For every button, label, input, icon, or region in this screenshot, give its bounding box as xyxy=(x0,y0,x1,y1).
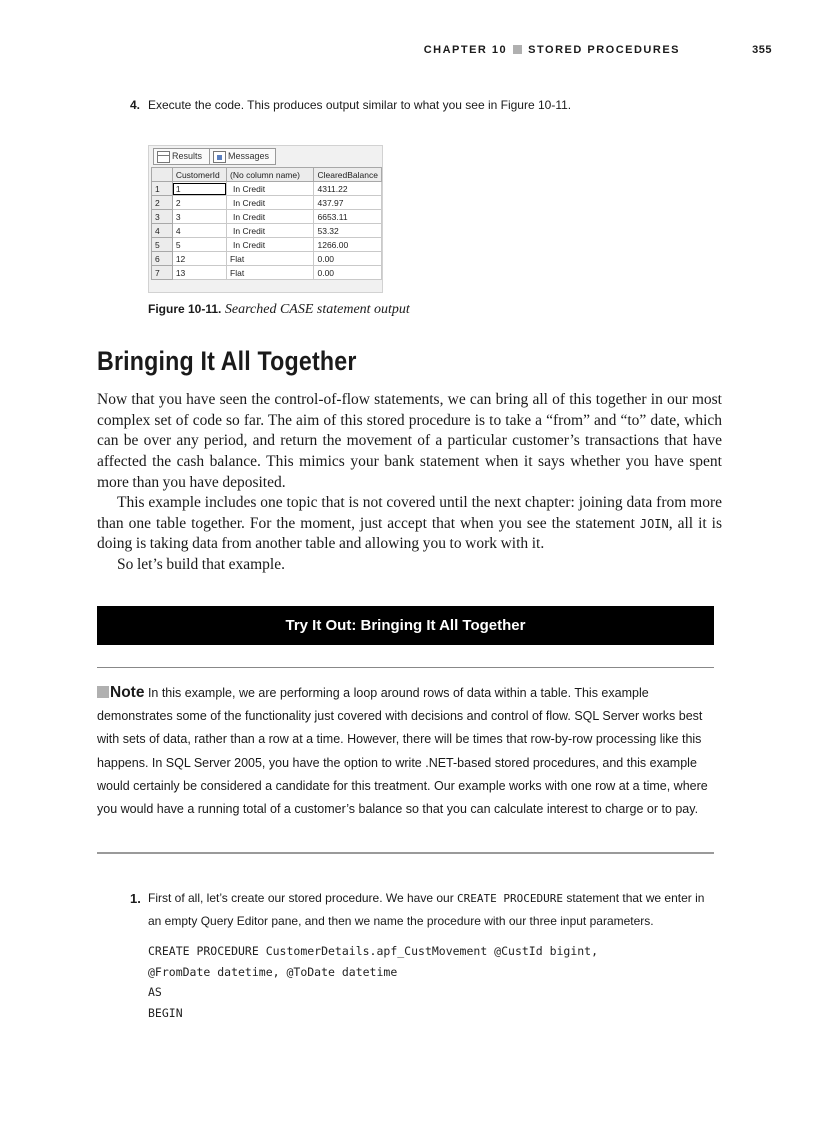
paragraph-intro: Now that you have seen the control-of-flow statements, we can bring all of this together in our most complex set of code so far. The aim of this stored procedure is to take a “from” and “to” date, which can be over any period, and return the movement of a particular customer’s transactions that have affected the cash balance. This mimics your bank statement when it says whether you have spent more than you have deposited. xyxy=(97,391,722,491)
inline-code: CREATE PROCEDURE xyxy=(457,892,564,905)
inline-code: JOIN xyxy=(639,516,669,531)
cell-status[interactable]: Flat xyxy=(227,252,314,266)
cell-customer-id[interactable]: 3 xyxy=(172,210,226,224)
code-line: CREATE PROCEDURE CustomerDetails.apf_CustMovement @CustId bigint, xyxy=(148,944,599,958)
tab-results[interactable]: Results xyxy=(153,148,210,165)
column-header[interactable]: CustomerId xyxy=(172,168,226,182)
row-header-corner xyxy=(152,168,173,182)
row-number: 6 xyxy=(152,252,173,266)
paragraph-join: This example includes one topic that is not covered until the next chapter: joining data from more than one table together. For the moment, just accept that when you see the statement JOIN, all it is doing is taking data from another table and allowing you to work with it. xyxy=(97,494,722,553)
table-row[interactable] xyxy=(152,210,382,224)
step-number: 1. xyxy=(130,891,141,906)
table-row[interactable] xyxy=(152,224,382,238)
code-line: BEGIN xyxy=(148,1006,183,1021)
cell-status[interactable]: In Credit xyxy=(227,196,314,210)
section-heading: Bringing It All Together xyxy=(97,346,357,376)
table-row[interactable] xyxy=(152,252,382,266)
row-number: 2 xyxy=(152,196,173,210)
try-it-out-banner: Try It Out: Bringing It All Together xyxy=(97,606,714,645)
cell-status[interactable]: In Credit xyxy=(227,210,314,224)
table-row[interactable] xyxy=(152,266,382,280)
column-header[interactable]: (No column name) xyxy=(227,168,314,182)
tab-messages[interactable]: Messages xyxy=(209,148,276,165)
note-label: Note xyxy=(110,684,145,701)
note-bottom-rule xyxy=(97,852,714,854)
code-line: @FromDate datetime, @ToDate datetime xyxy=(148,964,398,979)
figure-caption xyxy=(148,302,410,318)
cell-customer-id[interactable]: 13 xyxy=(172,266,226,280)
note-top-rule xyxy=(97,667,714,668)
table-row[interactable] xyxy=(152,196,382,210)
cell-customer-id[interactable]: 12 xyxy=(172,252,226,266)
cell-cleared-balance[interactable]: 437.97 xyxy=(314,196,382,210)
cell-cleared-balance[interactable]: 1266.00 xyxy=(314,238,382,252)
code-block xyxy=(148,941,598,1024)
note-square-icon xyxy=(97,686,109,698)
page-number: 355 xyxy=(752,44,772,56)
cell-status[interactable]: Flat xyxy=(227,266,314,280)
step-number: 4. xyxy=(130,98,141,112)
paragraph-build: So let’s build that example. xyxy=(117,556,285,573)
grid-icon xyxy=(157,151,170,163)
cell-cleared-balance[interactable]: 6653.11 xyxy=(314,210,382,224)
table-row[interactable] xyxy=(152,238,382,252)
cell-cleared-balance[interactable]: 0.00 xyxy=(314,252,382,266)
row-number: 1 xyxy=(152,182,173,196)
cell-status[interactable]: In Credit xyxy=(227,224,314,238)
cell-customer-id[interactable]: 2 xyxy=(172,196,226,210)
column-header[interactable]: ClearedBalance xyxy=(314,168,382,182)
note-text: In this example, we are performing a loop around rows of data within a table. This example demonstrates some of the functionality just covered with decisions and control of flow. SQL Server works best with sets of data, rather than a row at a time. However, there will be times that row-by-row processing like this happens. In SQL Server 2005, you have the option to write .NET-based stored procedures, and this example would certainly be considered a candidate for this treatment. Our example works with one row at a time, where you would have a running total of a customer’s balance so that you can calculate interest to charge or to pay. xyxy=(97,686,708,817)
separator-square-icon xyxy=(513,45,522,54)
cell-customer-id[interactable]: 1 xyxy=(172,182,226,196)
row-number: 4 xyxy=(152,224,173,238)
results-grid-figure xyxy=(148,145,383,293)
cell-customer-id[interactable]: 4 xyxy=(172,224,226,238)
results-table xyxy=(151,167,382,280)
cell-cleared-balance[interactable]: 4311.22 xyxy=(314,182,382,196)
cell-status[interactable]: In Credit xyxy=(227,182,314,196)
step-1 xyxy=(130,887,720,933)
figure-label: Figure 10-11. xyxy=(148,302,222,316)
step-text: Execute the code. This produces output similar to what you see in Figure 10-11. xyxy=(148,98,572,112)
figure-caption-text: Searched CASE statement output xyxy=(224,302,410,317)
row-number: 7 xyxy=(152,266,173,280)
running-head xyxy=(0,44,772,58)
note-box xyxy=(97,681,721,821)
messages-icon xyxy=(213,151,226,163)
cell-cleared-balance[interactable]: 0.00 xyxy=(314,266,382,280)
running-head-chapter: CHAPTER 10 STORED PROCEDURES xyxy=(423,44,680,56)
row-number: 3 xyxy=(152,210,173,224)
code-line: AS xyxy=(148,985,162,1000)
row-number: 5 xyxy=(152,238,173,252)
table-row[interactable] xyxy=(152,182,382,196)
step-text: First of all, let’s create our stored procedure. We have our CREATE PROCEDURE statement that we enter in an empty Query Editor pane, and then we name the procedure with our three input parameters. xyxy=(148,891,705,928)
cell-customer-id[interactable]: 5 xyxy=(172,238,226,252)
cell-cleared-balance[interactable]: 53.32 xyxy=(314,224,382,238)
cell-status[interactable]: In Credit xyxy=(227,238,314,252)
